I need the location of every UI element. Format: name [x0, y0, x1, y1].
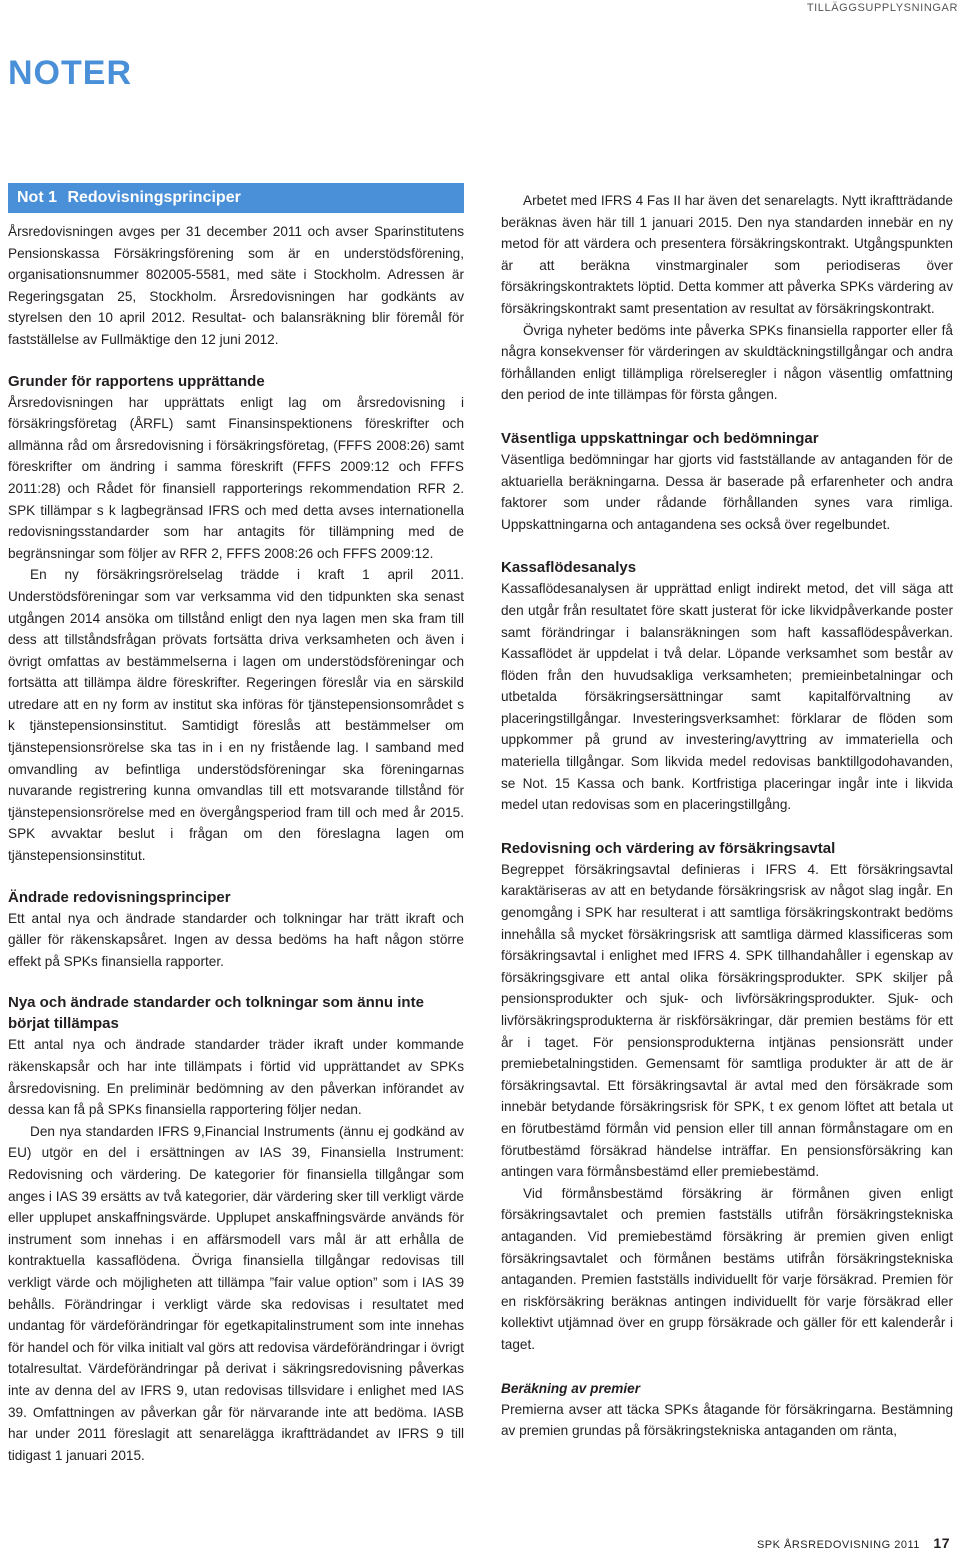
intro-paragraph: Årsredovisningen avges per 31 december 2011 och avser Sparinstitutens Pensionskassa Försäkringsförening som är en understödsförening, organisationsnummer 802005-5581, med säte i Stockholm. Adressen är Regeringsgatan 25, Stockholm. Årsredovisningen har godkänts av styrelsen den 10 april 2012. Resultat- och balansräkning blir föremål för fastställelse av Fullmäktige den 12 juni 2012. [8, 224, 464, 347]
paragraph: Övriga nyheter bedöms inte påverka SPKs finansiella rapporter eller få några konsekvenser för värderingen av skuldtäckningstillgångar och andra förhållanden enligt tillämpliga rörelseregler i någon väsentlig omfattning den period de inte tillämpas för första gången. [501, 322, 953, 403]
section-heading-nya-standarder: Nya och ändrade standarder och tolkningar som ännu inte börjat tillämpas [8, 994, 424, 1033]
section-heading-grunder: Grunder för rapportens upprättande [8, 372, 265, 390]
right-column [501, 190, 953, 1442]
subheading-berakning-premier: Beräkning av premier [501, 1380, 641, 1396]
paragraph: Ett antal nya och ändrade standarder träder ikraft under kommande räkenskapsår och har inte tillämpats i förtid vid upprättandet av SPKs årsredovisning. En preliminär bedömning av den påverkan införandet av dessa kan få på SPKs finansiella rapportering följer nedan. [8, 1037, 464, 1118]
section-heading-andrade: Ändrade redovisningsprinciper [8, 888, 231, 906]
paragraph: Årsredovisningen har upprättats enligt lag om årsredovisning i försäkringsföretag (ÅRFL) samt Finansinspektionens föreskrifter och allmänna råd om årsredovisning i försäkringsföretag, (FFFS 2008:26) samt föreskrifter om ändring i samma föreskrift (FFFS 2009:12 och FFFS 2011:28) och Rådet för finansiell rapporterings rekommendation RFR 2. SPK tillämpar s k lagbegränsad IFRS och med detta avses internationella redovisningsstandarder som har antagits för tillämpning med de begränsningar som följer av RFR 2, FFFS 2008:26 och FFFS 2009:12. [8, 394, 464, 561]
page-number: 17 [933, 1535, 950, 1551]
paragraph: Premierna avser att täcka SPKs åtagande för försäkringarna. Bestämning av premien grundas på försäkringstekniska antaganden om ränta, [501, 1401, 953, 1439]
paragraph: Vid förmånsbestämd försäkring är förmånen given enligt försäkringsavtalet och premien fastställs utifrån försäkringstekniska antaganden. Vid premiebestämd försäkring är premien given enligt försäkringsavtalet och förmånen bestäms utifrån försäkringstekniska antaganden. Premien fastställs individuellt för varje försäkrad. Premien för en riskförsäkring beräknas antingen individuellt för varje försäkrad eller kollektivt utjämnad över en grupp försäkrade och gäller för ett kalenderår i taget. [501, 1185, 953, 1352]
paragraph: Kassaflödesanalysen är upprättad enligt indirekt metod, det vill säga att den utgår från resultatet före skatt justerat för icke likvidpåverkande poster samt förändringar i balansräkningen som haft kassaflödespåverkan. Kassaflödet är uppdelat i två delar. Löpande verksamhet som består av flöden från den huvudsakliga verksamheten; premieinbetalningar och utbetalda försäkringsersättningar samt kapitalförvaltning av placeringstillgångar. Investeringsverksamhet: förklarar de flöden som uppkommer på grund av investering/avyttring av immateriella och materiella tillgångar. Som likvida medel redovisas banktillgodohavanden, se Not. 15 Kassa och bank. Kortfristiga placeringar ingår inte i likvida medel utan redovisas som en placeringstillgång. [501, 581, 953, 813]
section-heading-uppskattningar: Väsentliga uppskattningar och bedömningar [501, 429, 819, 447]
page-title: NOTER [8, 54, 132, 92]
paragraph: Den nya standarden IFRS 9,Financial Instruments (ännu ej godkänd av EU) utgör en del i ersättningen av IAS 39, Finansiella Instrument: Redovisning och värdering. De kategorier för finansiella tillgångar som anges i IAS 39 ersätts av två kategorier, där värdering sker till verkligt värde eller upplupet anskaffningsvärde. Upplupet anskaffningsvärde används för instrument som innehas i en affärsmodell vars mål är att erhålla de kontraktuella kassaflödena. Övriga finansiella tillgångar redovisas till verkligt värde och möjligheten att tillämpa ”fair value option” som i IAS 39 behålls. Förändringar i verkligt värde ska redovisas i resultatet med undantag för värdeförändringar för egetkapitalinstrument som inte innehas för handel och för vilka initialt val görs att redovisa värdeförändringar i övrigt totalresultat. Värdeförändringar på derivat i säkringsredovisning påverkas inte av denna del av IFRS 9, utan redovisas tillsvidare i enlighet med IAS 39. Omfattningen av påverkan går för närvarande inte att bedöma. IASB har under 2011 föreslagit att senarelägga ikraftträdandet av IFRS 9 till tidigast 1 januari 2015. [8, 1123, 464, 1463]
page-footer [757, 1535, 950, 1551]
section-label: TILLÄGGSUPPLYSNINGAR [806, 2, 958, 14]
paragraph: Begreppet försäkringsavtal definieras i IFRS 4. Ett försäkringsavtal karaktäriseras av att en betydande försäkringsrisk av något slag ingår. En genomgång i SPK har resulterat i att samtliga försäkringskontrakt bedöms innehålla så mycket försäkringsrisk att samtliga därmed klassificeras som försäkringsavtal i enlighet med IFRS 4. SPK tillhandahåller i egenskap av försäkringsgivare ett antal olika försäkringsprodukter. SPK skiljer på pensionsprodukter och sjuk- och livförsäkringsprodukter. Sjuk- och livförsäkringsprodukterna är riskförsäkringar, där premien bestäms för ett år i taget. För pensionsprodukterna intjänas pensionsrätt under premiebetalningstiden. Gemensamt för samtliga produkter är att de är försäkringsavtal. Ett försäkringsavtal är avtal med den försäkrade som innebär betydande försäkringsrisk för SPK, t ex genom löftet att betala ut en förutbestämd förmån vid pension eller till annan förmånstagare om en förutbestämd försäkrad händelse inträffar. En pensionsförsäkring kan antingen vara förmånsbestämd eller premiebestämd. [501, 861, 953, 1180]
section-heading-forsakringsavtal: Redovisning och värdering av försäkringsavtal [501, 839, 836, 857]
note-title: Redovisningsprinciper [67, 189, 241, 206]
section-heading-kassaflode: Kassaflödesanalys [501, 559, 637, 577]
paragraph: Väsentliga bedömningar har gjorts vid fastställande av antaganden för de aktuariella beräkningarna. Dessa är baserade på erfarenheter och andra faktorer som under rådande förhållanden synes vara rimliga. Uppskattningarna och antagandena ses också över regelbundet. [501, 451, 953, 532]
left-column [8, 183, 464, 1466]
paragraph: Ett antal nya och ändrade standarder och tolkningar har trätt ikraft och gäller för räkenskapsåret. Ingen av dessa bedöms ha haft någon större effekt på SPKs finansiella rapporter. [8, 910, 464, 969]
paragraph: Arbetet med IFRS 4 Fas II har även det senarelagts. Nytt ikraftträdande beräknas även här till 1 januari 2015. Den nya standarden innebär en ny metod för att värdera och presentera försäkringskontrakt. Utgångspunkten är att beräkna vinstmarginaler som periodiseras över försäkringskontraktets löptid. Detta kommer att påverka SPKs värdering av försäkringskontrakt samt presentation av resultat av försäkringskontrakt. [501, 193, 953, 316]
note-header-bar [8, 183, 464, 213]
report-label: SPK ÅRSREDOVISNING 2011 [756, 1539, 920, 1551]
paragraph: En ny försäkringsrörelselag trädde i kraft 1 april 2011. Understödsföreningar som var verksamma vid den tidpunkten ska senast utgången 2014 ansöka om tillstånd enligt den nya lagen men ska fram till dess att tillståndsfrågan prövats fortsätta driva verksamheten och även i övrigt omfattas av bestämmelserna i lagen om understödsföreningar och fortsätta att tillämpa äldre föreskrifter. Regeringen föreslår via en särskild utredare att en ny form av institut ska införas för tjänstepensionsområdet s k tjänstepensionsinstitut. Samtidigt föreslås att bestämmelser om tjänstepensionsrörelse ska tas in i en ny fristående lag. I samband med omvandling av befintliga understödsföreningar ska föreningarnas nuvarande registrering kunna omvandlas till ett motsvarande tillstånd för tjänstepensionsrörelse med en övergångsperiod fram till och med år 2015. SPK avvaktar beslut i frågan om den föreslagna lagen om tjänstepensionsinstitut. [8, 567, 464, 864]
note-number: Not 1 [17, 189, 57, 206]
